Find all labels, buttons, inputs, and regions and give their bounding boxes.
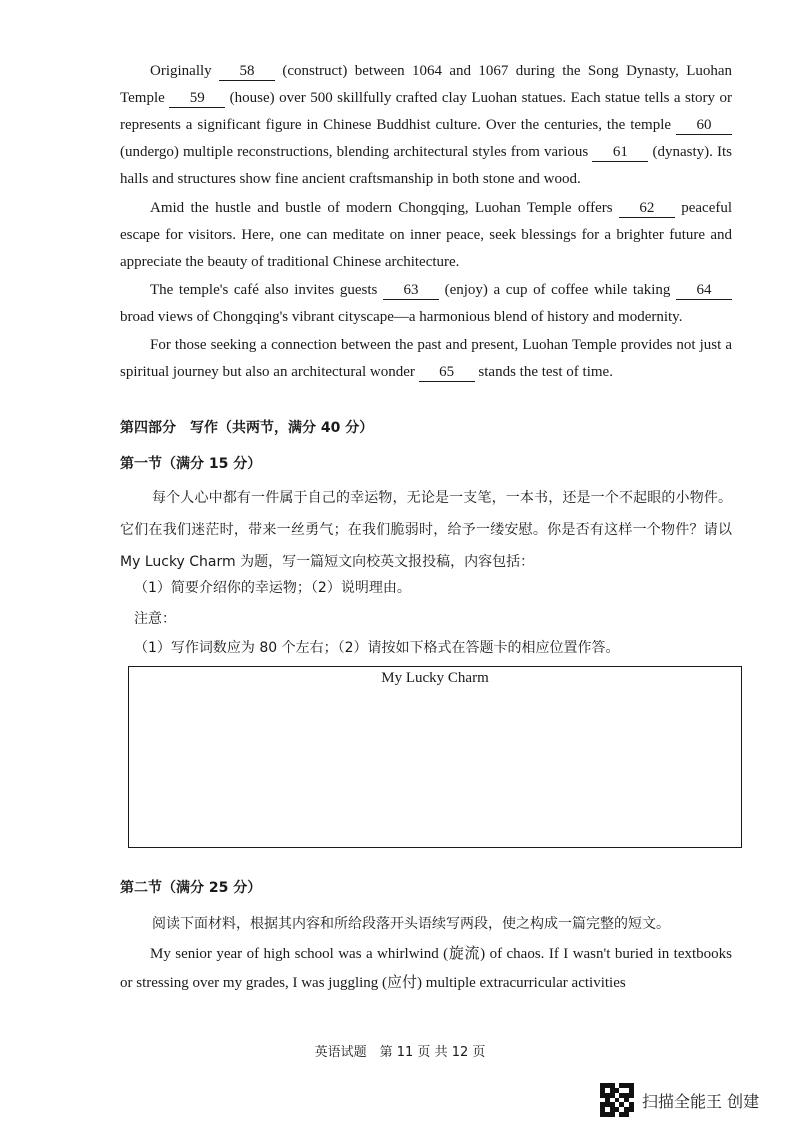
text-run: Originally xyxy=(150,63,212,79)
page-footer: 英语试题 第 11 页 共 12 页 xyxy=(314,1045,486,1060)
text-run: The temple's café also invites guests xyxy=(150,282,378,298)
blank-64: 64 xyxy=(676,281,732,300)
blank-63: 63 xyxy=(383,281,439,300)
passage-paragraph-2 xyxy=(120,195,732,276)
section-one-note: （1）写作词数应为 80 个左右；（2）请按如下格式在答题卡的相应位置作答。 xyxy=(134,640,620,656)
section-one-heading: 第一节（满分 15 分） xyxy=(120,456,262,472)
watermark-text: 扫描全能王 创建 xyxy=(642,1091,760,1111)
text-run: (house) over 500 skillfully crafted clay Luohan statues. Each statue tells a story or represents a significant figure in Chinese Buddhist culture. Over the centuries, the temple xyxy=(120,90,732,133)
answer-box xyxy=(128,666,742,848)
section-one-points: （1）简要介绍你的幸运物；（2）说明理由。 xyxy=(134,580,411,596)
section-two-instruction: 阅读下面材料，根据其内容和所给段落开头语续写两段，使之构成一篇完整的短文。 xyxy=(152,916,670,932)
blank-60: 60 xyxy=(676,116,732,135)
text-run: Amid the hustle and bustle of modern Chongqing, Luohan Temple offers xyxy=(150,200,613,216)
section-two-heading: 第二节（满分 25 分） xyxy=(120,880,262,896)
passage-paragraph-4 xyxy=(120,332,732,386)
text-run: broad views of Chongqing's vibrant cityscape—a harmonious blend of history and modernity. xyxy=(120,309,683,325)
text-run: (construct) between 1064 and 1067 during the Song Dynasty, Luohan Temple xyxy=(120,63,733,106)
blank-65: 65 xyxy=(419,363,475,382)
text-run: peaceful escape for visitors. Here, one can meditate on inner peace, seek blessings for a brighter future and appreciate the beauty of traditional Chinese architecture. xyxy=(120,200,733,270)
passage-paragraph-1 xyxy=(120,58,732,193)
blank-59: 59 xyxy=(169,89,225,108)
note-label: 注意： xyxy=(134,611,176,627)
answer-box-title: My Lucky Charm xyxy=(381,670,489,686)
blank-58: 58 xyxy=(219,62,275,81)
qr-code-icon xyxy=(600,1083,634,1117)
text-run: For those seeking a connection between the past and present, Luohan Temple provides not just a spiritual journey but also an architectural wonder xyxy=(120,337,732,380)
section-one-prompt: 每个人心中都有一件属于自己的幸运物，无论是一支笔，一本书，还是一个不起眼的小物件。它们在我们迷茫时，带来一丝勇气；在我们脆弱时，给予一缕安慰。你是否有这样一个物件？请以 My Lucky Charm 为题，写一篇短文向校英文报投稿，内容包括： xyxy=(120,490,732,570)
text-run: My senior year of high school was a whirlwind (旋流) of chaos. If I wasn't buried in textbooks or stressing over my grades, I was juggling (应付) multiple extracurricular activities xyxy=(120,946,732,991)
passage-paragraph-3 xyxy=(120,277,732,331)
text-run: (dynasty). Its halls and structures show fine ancient craftsmanship in both stone and wood. xyxy=(120,144,732,187)
blank-62: 62 xyxy=(619,199,675,218)
blank-61: 61 xyxy=(592,143,648,162)
text-run: (undergo) multiple reconstructions, blending architectural styles from various xyxy=(120,144,589,160)
text-run: stands the test of time. xyxy=(478,364,613,380)
part-four-heading: 第四部分 写作（共两节，满分 40 分） xyxy=(120,420,374,436)
section-two-text xyxy=(120,940,732,998)
text-run: (enjoy) a cup of coffee while taking xyxy=(444,282,671,298)
scanner-watermark xyxy=(600,1082,759,1118)
